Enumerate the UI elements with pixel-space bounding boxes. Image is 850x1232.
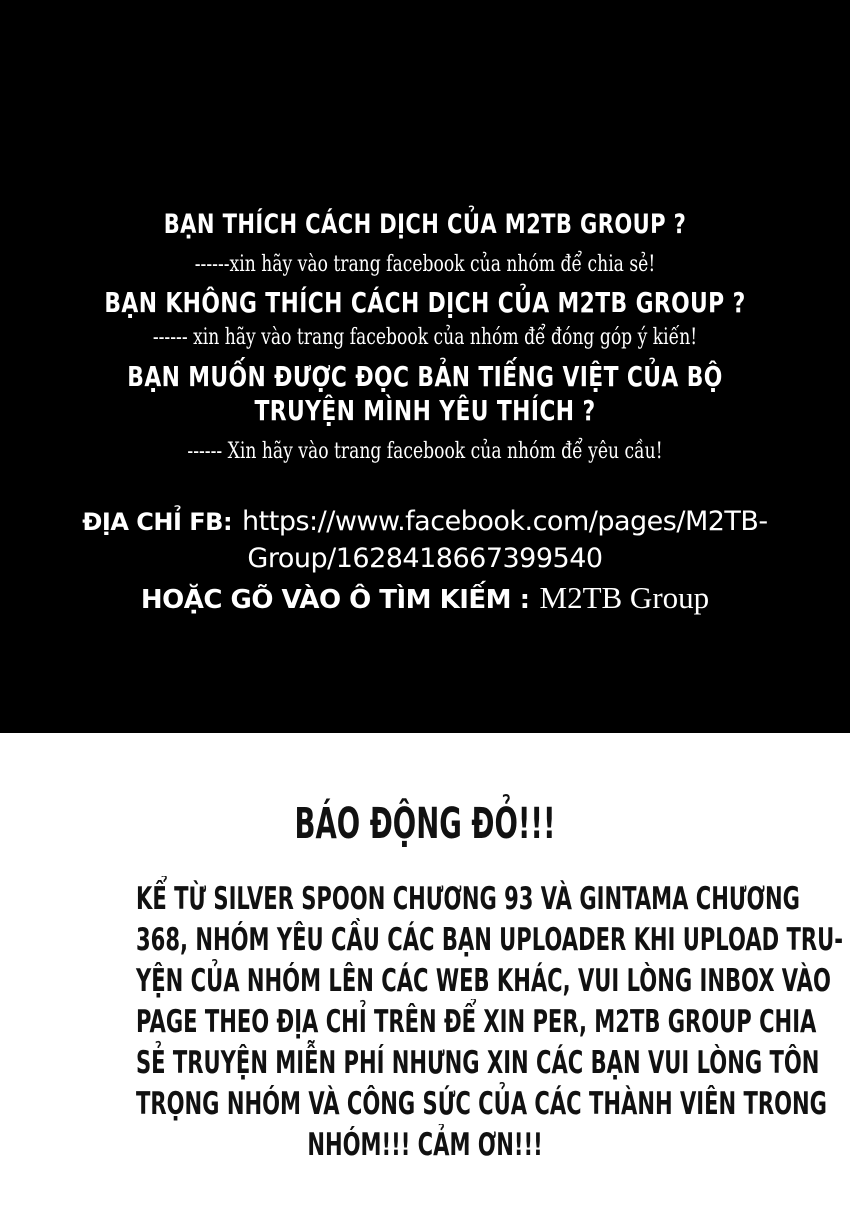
alert-body-line: YỆN CỦA NHÓM LÊN CÁC WEB KHÁC, VUI LÒNG INBOX VÀO <box>136 963 831 999</box>
alert-body <box>0 879 850 1166</box>
search-hint-value: M2TB Group <box>539 580 710 615</box>
question-want-vietnamese-line1: BẠN MUỐN ĐƯỢC ĐỌC BẢN TIẾNG VIỆT CỦA BỘ <box>127 360 723 393</box>
search-hint-line <box>0 580 850 618</box>
alert-body-line: SẺ TRUYỆN MIỄN PHÍ NHƯNG XIN CÁC BẠN VUI LÒNG TÔN <box>136 1045 820 1081</box>
question-like-translation: BẠN THÍCH CÁCH DỊCH CỦA M2TB GROUP ? <box>163 209 687 240</box>
facebook-url-part1: https://www.facebook.com/pages/M2TB- <box>242 506 768 537</box>
facebook-url-part2: Group/1628418667399540 <box>247 543 603 574</box>
facebook-address-line <box>0 506 850 544</box>
search-hint-label: HOẶC GÕ VÀO Ô TÌM KIẾM : <box>140 585 530 615</box>
question-want-vietnamese-line2: TRUYỆN MÌNH YÊU THÍCH ? <box>254 394 596 427</box>
alert-body-line: KỂ TỪ SILVER SPOON CHƯƠNG 93 VÀ GINTAMA CHƯƠNG <box>136 881 800 917</box>
alert-body-line: TRỌNG NHÓM VÀ CÔNG SỨC CỦA CÁC THÀNH VIÊN TRONG <box>136 1086 827 1122</box>
question-dislike-translation: BẠN KHÔNG THÍCH CÁCH DỊCH CỦA M2TB GROUP ? <box>104 286 746 319</box>
alert-body-line: 368, NHÓM YÊU CẦU CÁC BẠN UPLOADER KHI UPLOAD TRU- <box>136 922 843 958</box>
facebook-address-label: ĐỊA CHỈ FB: <box>82 508 233 536</box>
answer-request: ------ Xin hãy vào trang facebook của nhóm để yêu cầu! <box>187 439 663 464</box>
answer-feedback: ------ xin hãy vào trang facebook của nhóm để đóng góp ý kiến! <box>152 325 698 350</box>
alert-body-line: NHÓM!!! CẢM ƠN!!! <box>307 1127 543 1163</box>
alert-title: BÁO ĐỘNG ĐỎ!!! <box>294 799 556 849</box>
red-alert-panel <box>0 733 850 1232</box>
alert-body-line: PAGE THEO ĐỊA CHỈ TRÊN ĐỂ XIN PER, M2TB GROUP CHIA <box>136 1004 817 1040</box>
answer-share: ------xin hãy vào trang facebook của nhóm để chia sẻ! <box>194 252 656 277</box>
facebook-address-block <box>0 506 850 618</box>
